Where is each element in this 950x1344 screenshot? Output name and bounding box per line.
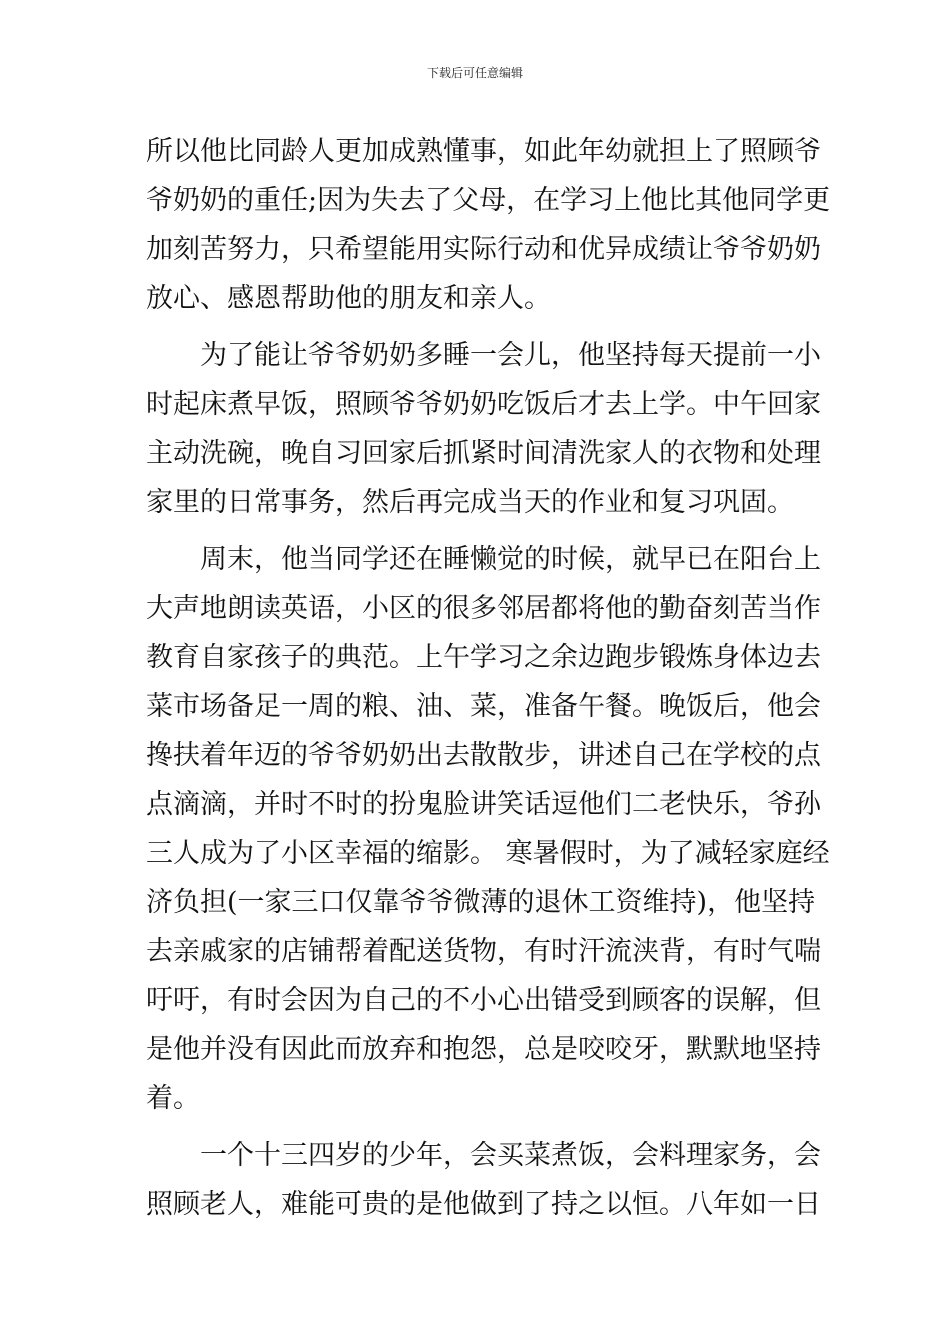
paragraph-first-line: 周末，他当同学还在睡懒觉的时候，就早已在阳台上: [200, 544, 821, 575]
text-line: 爷奶奶的重任;因为失去了父母，在学习上他比其他同学更: [146, 185, 831, 216]
text-line: 家里的日常事务，然后再完成当天的作业和复习巩固。: [146, 487, 794, 518]
text-line: 所以他比同龄人更加成熟懂事，如此年幼就担上了照顾爷: [146, 136, 821, 167]
text-line: 去亲戚家的店铺帮着配送货物，有时汗流浃背，有时气喘: [146, 936, 821, 967]
text-line: 点滴滴，并时不时的扮鬼脸讲笑话逗他们二老快乐，爷孙: [146, 789, 821, 820]
text-line: 三人成为了小区幸福的缩影。 寒暑假时，为了减轻家庭经: [146, 838, 830, 869]
text-line: 放心、感恩帮助他的朋友和亲人。: [146, 283, 551, 314]
text-line: 是他并没有因此而放弃和抱怨，总是咬咬牙，默默地坚持: [146, 1034, 821, 1065]
paragraph-first-line: 为了能让爷爷奶奶多睡一会儿，他坚持每天提前一小: [200, 340, 821, 371]
text-line: 菜市场备足一周的粮、油、菜，准备午餐。晚饭后，他会: [146, 691, 821, 722]
text-line: 时起床煮早饭，照顾爷爷奶奶吃饭后才去上学。中午回家: [146, 389, 821, 420]
text-line: 济负担(一家三口仅靠爷爷微薄的退休工资维持)，他坚持: [146, 887, 816, 918]
text-line: 加刻苦努力，只希望能用实际行动和优异成绩让爷爷奶奶: [146, 234, 821, 265]
document-body: [146, 127, 831, 1229]
text-line: 主动洗碗，晚自习回家后抓紧时间清洗家人的衣物和处理: [146, 438, 821, 469]
paragraph-first-line: 一个十三四岁的少年，会买菜煮饭，会料理家务，会: [200, 1140, 821, 1171]
text-line: 大声地朗读英语，小区的很多邻居都将他的勤奋刻苦当作: [146, 593, 821, 624]
text-line: 搀扶着年迈的爷爷奶奶出去散散步，讲述自己在学校的点: [146, 740, 821, 771]
page-header: 下载后可任意编辑: [426, 66, 523, 80]
text-line: 吁吁，有时会因为自己的不小心出错受到顾客的误解，但: [146, 985, 821, 1016]
text-line: 着。: [146, 1083, 200, 1114]
text-line: 教育自家孩子的典范。上午学习之余边跑步锻炼身体边去: [146, 642, 821, 673]
text-line: 照顾老人，难能可贵的是他做到了持之以恒。八年如一日: [146, 1189, 821, 1220]
